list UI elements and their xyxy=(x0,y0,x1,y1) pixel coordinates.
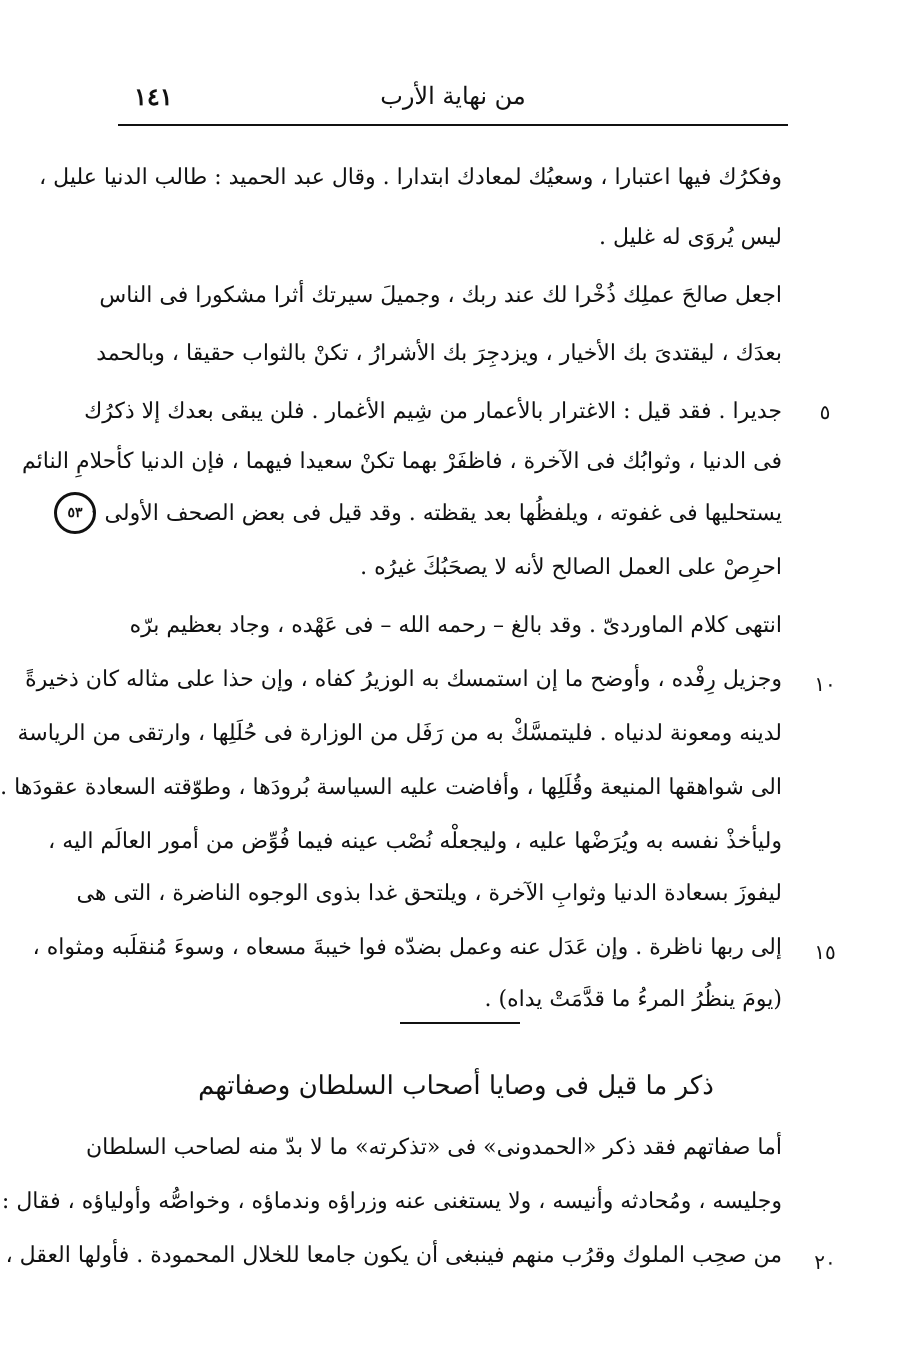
text-line: الى شواهقها المنيعة وقُلَلِها ، وأفاضت عليه السياسة بُرودَها ، وطوّقته السعادة عقودَها . xyxy=(0,775,782,800)
header-rule xyxy=(118,124,788,126)
text-line: انتهى كلام الماوردىّ . وقد بالغ – رحمه الله – فى عَهْده ، وجاد بعظيم برّه xyxy=(129,613,782,638)
margin-line-number: ١٠ xyxy=(814,672,836,696)
text-line: وفكرُك فيها اعتبارا ، وسعيُك لمعادك ابتدارا . وقال عبد الحميد : طالب الدنيا عليل ، xyxy=(39,165,782,190)
text-line: وليأخذْ نفسه به ويُرَضْها عليه ، وليجعلْه نُصْب عينه فيما فُوِّض من أمور العالَم اليه ، xyxy=(48,829,782,854)
header-title: من نهاية الأرب xyxy=(380,82,526,110)
text-line: يستحليها فى غفوته ، ويلفظُها بعد يقظته . وقد قيل فى بعض الصحف الأولى : xyxy=(90,501,782,526)
library-seal-stamp: ٥٣ xyxy=(54,492,96,534)
text-line: لدينه ومعونة لدنياه . فليتمسَّكْ به من رَفَل من الوزارة فى حُلَلِها ، وارتقى من الرياسة xyxy=(17,721,782,746)
margin-line-number: ٥ xyxy=(819,400,831,424)
running-header xyxy=(118,78,788,126)
text-line: أما صفاتهم فقد ذكر «الحمدونى» فى «تذكرته» ما لا بدّ منه لصاحب السلطان xyxy=(85,1135,782,1160)
text-line: ليس يُروَى له غليل . xyxy=(598,225,782,250)
text-line: اجعل صالحَ عملِك ذُخْرا لك عند ربك ، وجميلَ سيرتك أثرا مشكورا فى الناس xyxy=(99,283,782,308)
text-line: ليفوزَ بسعادة الدنيا وثوابِ الآخرة ، ويلتحق غدا بذوى الوجوه الناضرة ، التى هى xyxy=(76,881,782,906)
text-line: من صحِب الملوك وقرُب منهم فينبغى أن يكون جامعا للخلال المحمودة . فأولها العقل ، xyxy=(5,1243,782,1268)
text-line: إلى ربها ناظرة . وإن عَدَل عنه وعمل بضدّه فوا خيبةَ مسعاه ، وسوءَ مُنقلَبه ومثواه ، xyxy=(32,935,782,960)
section-divider xyxy=(400,1022,520,1024)
margin-line-number: ١٥ xyxy=(814,940,836,964)
text-line: احرِصْ على العمل الصالح لأنه لا يصحَبُكَ غيرُه . xyxy=(360,555,782,580)
margin-line-number: ٢٠ xyxy=(814,1250,836,1274)
text-line: بعدَك ، ليقتدىَ بك الأخيار ، ويزدجِرَ بك الأشرارُ ، تكنْ بالثواب حقيقا ، وبالحمد xyxy=(96,341,782,366)
text-line: فى الدنيا ، وثوابُك فى الآخرة ، فاظفَرْ بهما تكنْ سعيدا فيهما ، فإن الدنيا كأحلامِ النائم xyxy=(22,449,782,474)
text-line: وجزيل رِفْده ، وأوضح ما إن استمسك به الوزيرُ كفاه ، وإن حذا على مثاله كان ذخيرةً xyxy=(25,667,782,692)
page-number: ١٤١ xyxy=(134,82,173,111)
section-heading: ذكر ما قيل فى وصايا أصحاب السلطان وصفاتهم xyxy=(198,1071,714,1101)
text-line: (يومَ ينظُرُ المرءُ ما قدَّمَتْ يداه) . xyxy=(484,987,782,1012)
text-line: وجليسه ، ومُحادثه وأنيسه ، ولا يستغنى عنه وزراؤه وندماؤه ، وخواصُّه وأولياؤه ، فقال : xyxy=(1,1189,782,1214)
text-line: جديرا . فقد قيل : الاغترار بالأعمار من شِيم الأغمار . فلن يبقى بعدك إلا ذكرُك xyxy=(84,399,782,424)
